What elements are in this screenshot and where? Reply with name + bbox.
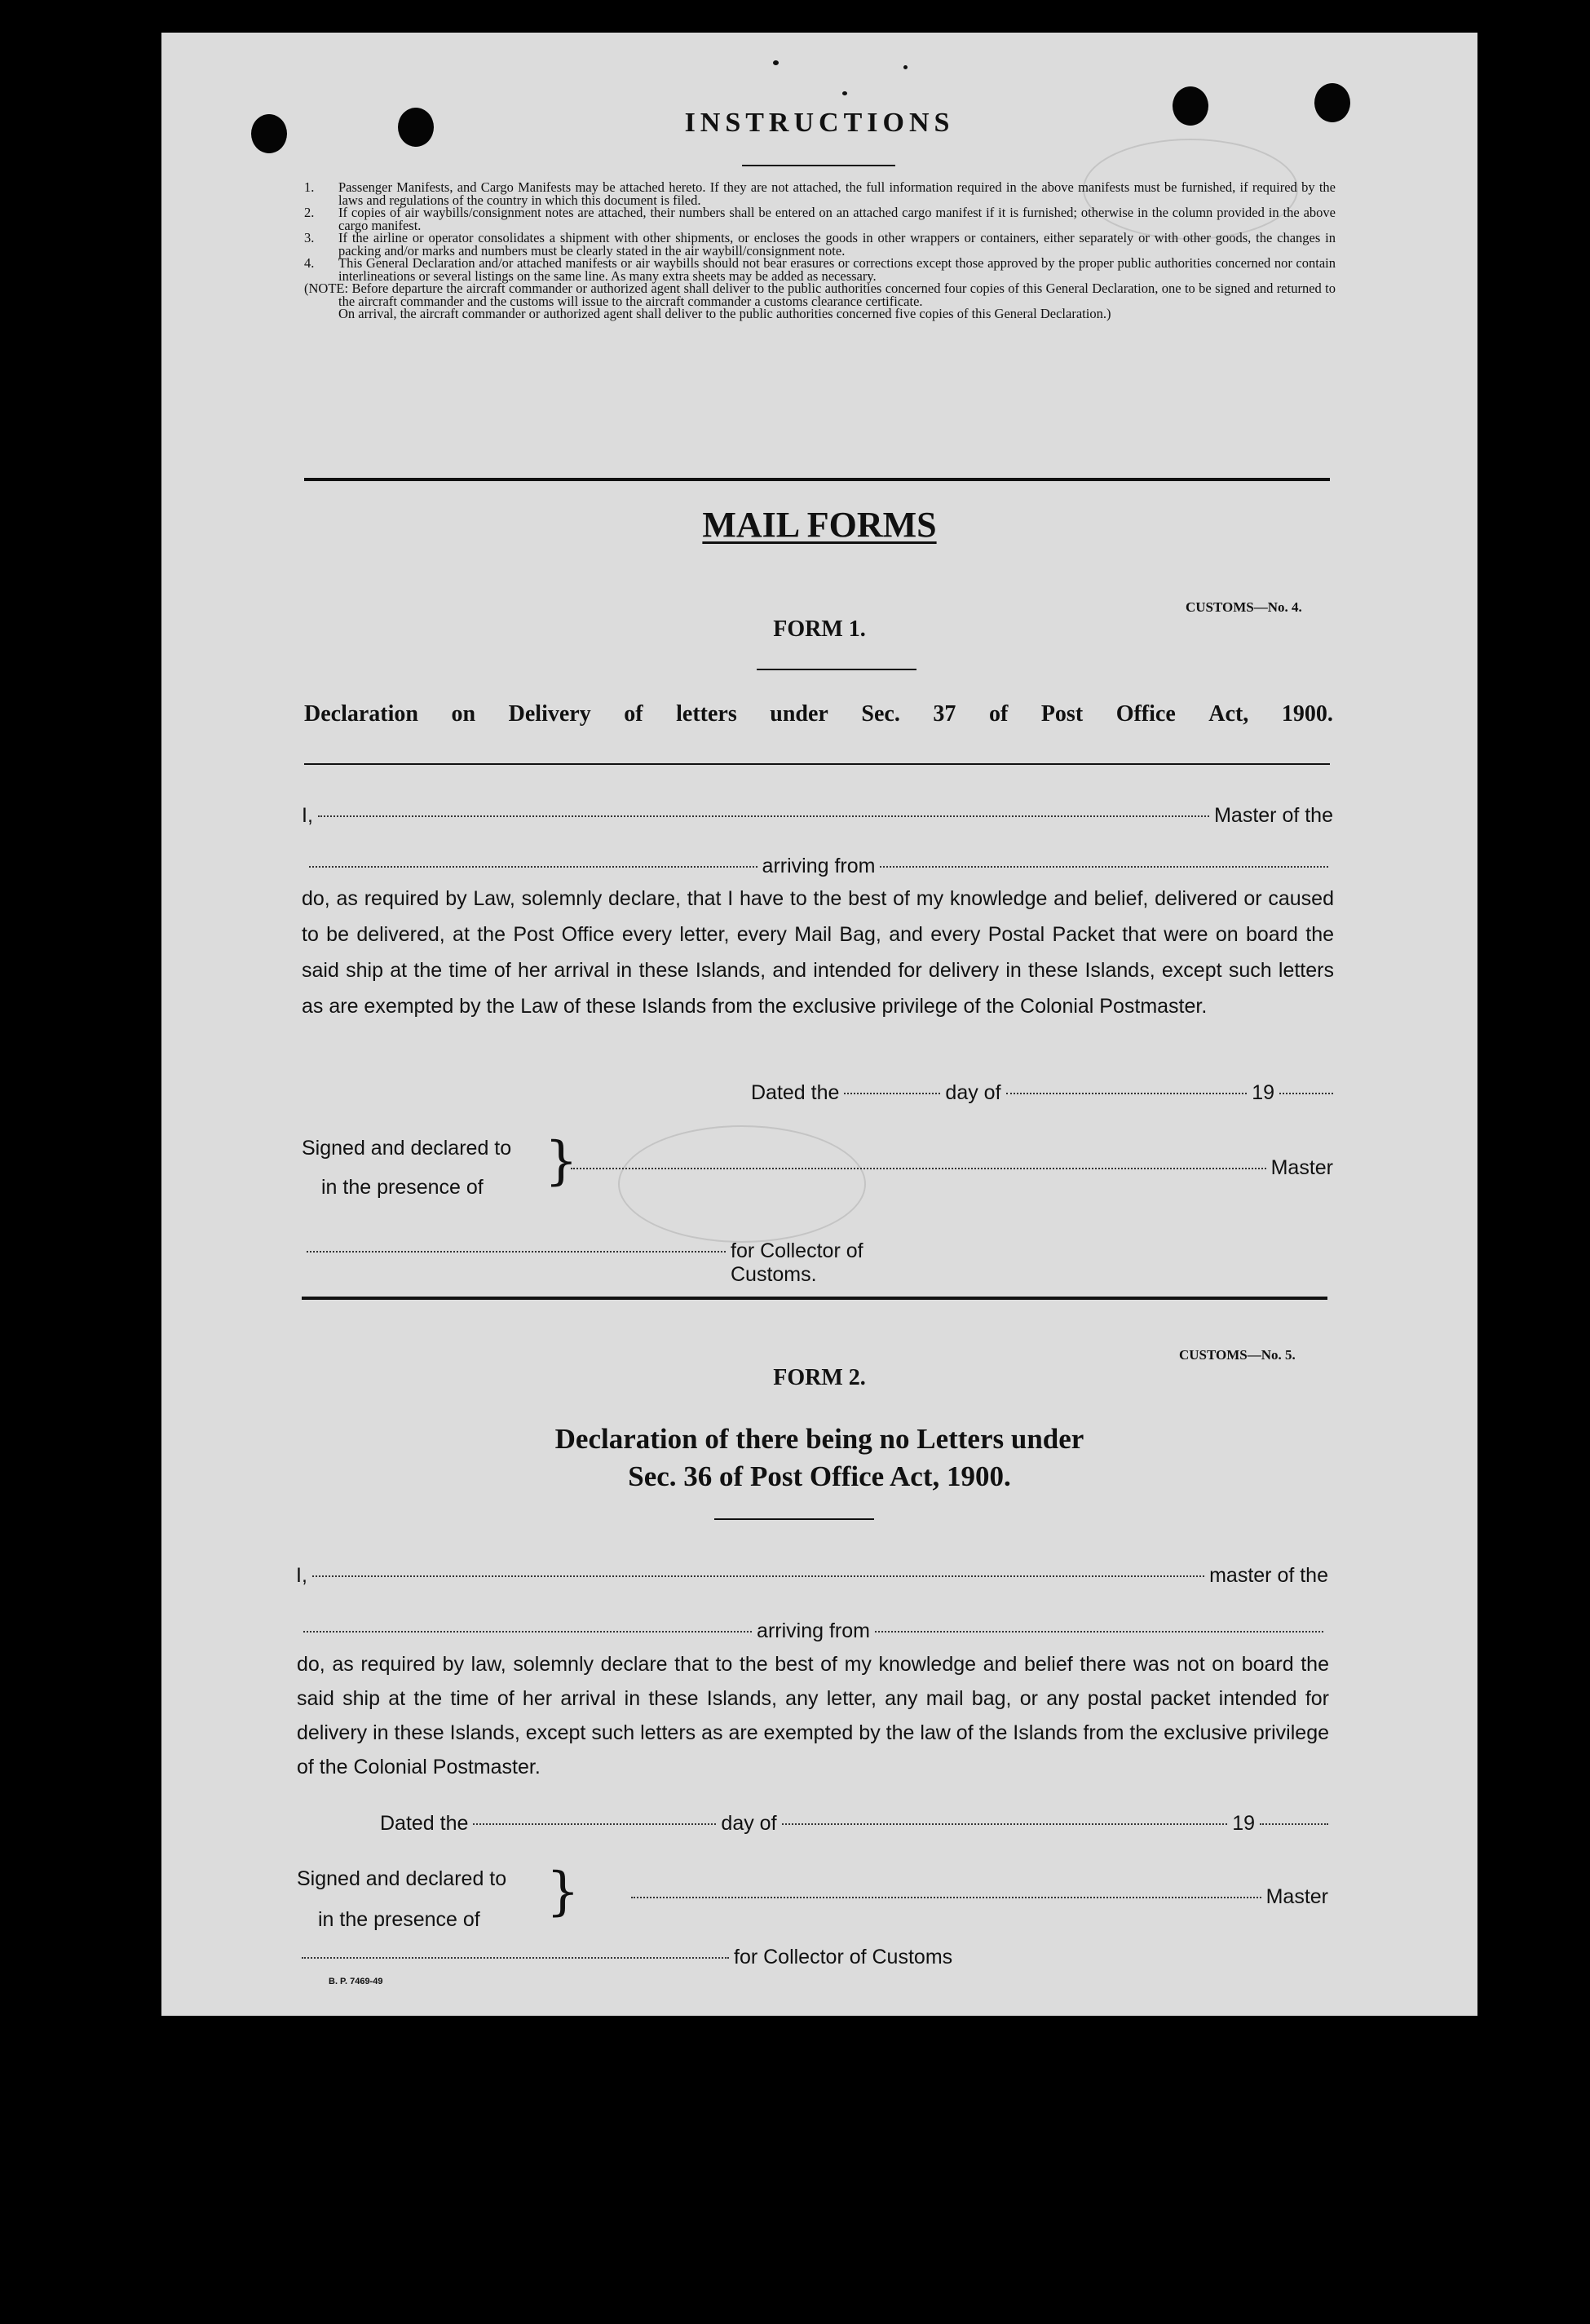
form1-ship-line [304, 855, 1333, 878]
form1-collector-label: for Collector of Customs. [731, 1239, 863, 1286]
form1-declaration-title [304, 701, 1333, 727]
form1-day-field[interactable] [844, 1092, 940, 1094]
form2-master-name-field[interactable] [312, 1575, 1204, 1577]
form2-presence-label: in the presence of [318, 1908, 480, 1931]
instruction-item [304, 257, 1336, 282]
form2-i-label: I, [296, 1564, 307, 1587]
form1-declaration-word: Declaration [304, 701, 418, 727]
instruction-item [304, 206, 1336, 232]
instruction-number: 3. [304, 230, 315, 245]
form1-declaration-word: Sec. [861, 701, 900, 727]
speck [842, 91, 847, 95]
form1-declaration-word: on [451, 701, 476, 727]
form2-declaration-line-1: Declaration of there being no Letters under [554, 1423, 1084, 1455]
print-code: B. P. 7469-49 [329, 1977, 383, 1986]
form1-dated-line [751, 1081, 1333, 1105]
speck [773, 60, 779, 65]
instructions-title: INSTRUCTIONS [684, 108, 955, 138]
form2-title-rule [714, 1518, 874, 1520]
form2-heading: FORM 2. [773, 1365, 866, 1390]
mail-forms-title-text: MAIL FORMS [702, 505, 937, 545]
form2-collector-line [297, 1946, 965, 1969]
instruction-text: If the airline or operator consolidates a shipment with other shipments, or encloses the goods in other wrappers or containers, either separately or with other goods, the changes in packing and/or marks and numbers must be clearly stated in the air waybill/consignment note. [338, 230, 1336, 258]
form1-master-signature-field[interactable] [571, 1167, 1266, 1169]
form1-brace: } [545, 1131, 578, 1191]
instruction-item [304, 181, 1336, 206]
form2-declaration-line-2: Sec. 36 of Post Office Act, 1900. [628, 1460, 1011, 1492]
form1-declaration-word: 37 [933, 701, 956, 727]
form1-declaration-word: of [624, 701, 643, 727]
instructions-note-arrival: On arrival, the aircraft commander or authorized agent shall deliver to the public authorities concerned five copies of this General Declaration.) [338, 306, 1111, 321]
form2-arriving-from-label: arriving from [757, 1619, 870, 1642]
form1-ship-name-field[interactable] [309, 865, 757, 868]
instructions-title-rule [742, 165, 895, 166]
form1-month-field[interactable] [1006, 1092, 1248, 1094]
form1-declaration-word: of [988, 701, 1009, 727]
form1-master-of-label: Master of the [1214, 804, 1333, 827]
form1-declaration-word: Delivery [508, 701, 591, 727]
instructions-list [304, 181, 1336, 320]
instruction-text: If copies of air waybills/consignment notes are attached, their numbers shall be entered on an attached cargo manifest if it is furnished; otherwise in the column provided in the above cargo manifest. [338, 205, 1336, 233]
form1-i-label: I, [302, 804, 313, 827]
form1-master-label: Master [1270, 1156, 1333, 1179]
form2-master-of-label: master of the [1209, 1564, 1328, 1587]
form1-arriving-from-label: arriving from [762, 855, 876, 877]
form2-master-line [296, 1564, 1328, 1588]
form2-year-label: 19 [1232, 1812, 1255, 1835]
form2-dated-line [380, 1812, 1328, 1836]
form1-origin-field[interactable] [880, 865, 1328, 868]
instruction-number: 2. [304, 205, 315, 220]
document-page [161, 33, 1477, 2016]
form1-year-field[interactable] [1279, 1092, 1333, 1094]
form1-declaration-word: Post [1040, 701, 1084, 727]
form1-declaration-word: letters [676, 701, 737, 727]
form2-year-field[interactable] [1260, 1823, 1328, 1825]
instruction-item [304, 232, 1336, 257]
form1-collector-line [302, 1239, 954, 1287]
form2-origin-field[interactable] [875, 1630, 1323, 1633]
instructions-note: (NOTE: Before departure the aircraft commander or authorized agent shall deliver to the public authorities concerned four copies of this General Declaration, one to be signed and returned to the aircraft commander and the customs will issue to the aircraft commander a customs clearance certificate. [304, 281, 1336, 309]
instruction-number: 1. [304, 179, 315, 195]
faint-stamp [618, 1125, 866, 1243]
instruction-number: 4. [304, 255, 315, 271]
form2-master-signature-line [626, 1885, 1328, 1909]
speck [903, 65, 908, 69]
form2-day-field[interactable] [473, 1823, 716, 1825]
form1-declaration-word: Office [1115, 701, 1176, 727]
form1-customs-number: CUSTOMS—No. 4. [1186, 599, 1302, 615]
form2-declaration-title [161, 1420, 1477, 1496]
form1-declaration-word: 1900. [1281, 701, 1333, 727]
section-divider [304, 478, 1330, 481]
mail-forms-title [161, 504, 1477, 546]
form2-dated-label: Dated the [380, 1812, 469, 1835]
form1-heading: FORM 1. [773, 616, 866, 642]
form2-signed-label: Signed and declared to [297, 1867, 507, 1890]
form2-ship-name-field[interactable] [303, 1630, 752, 1633]
instruction-text: Passenger Manifests, and Cargo Manifests may be attached hereto. If they are not attached, the full information required in the above manifests must be furnished, if required by the laws and regulations of the country in which this document is filed. [338, 179, 1336, 208]
form2-day-of-label: day of [721, 1812, 777, 1835]
form1-title-rule [304, 763, 1330, 765]
form2-collector-label: for Collector of Customs [734, 1946, 953, 1968]
form1-year-label: 19 [1252, 1081, 1274, 1104]
form1-collector-signature-field[interactable] [307, 1250, 726, 1253]
form1-declaration-word: Act, [1208, 701, 1249, 727]
form1-master-line [302, 804, 1333, 828]
form1-declaration-word: under [770, 701, 828, 727]
instruction-text: This General Declaration and/or attached manifests or air waybills should not bear erasures or corrections except those approved by the proper public authorities concerned nor contain interlineations or several listings on the same line. As many extra sheets may be added as necessary. [338, 255, 1336, 284]
form1-declaration-paragraph: do, as required by Law, solemnly declare, that I have to the best of my knowledge and belief, delivered or caused to be delivered, at the Post Office every letter, every Mail Bag, and every Postal Packet that were on board the said ship at the time of her arrival in these Islands, and intended for delivery in these Islands, except such letters as are exempted by the Law of these Islands from the exclusive privilege of the Colonial Postmaster. [302, 887, 1334, 1018]
form2-collector-signature-field[interactable] [302, 1956, 729, 1959]
form2-master-signature-field[interactable] [631, 1896, 1261, 1898]
form2-master-label: Master [1265, 1885, 1328, 1908]
form1-heading-rule [757, 669, 916, 670]
form-divider [302, 1297, 1327, 1300]
form1-presence-label: in the presence of [321, 1176, 484, 1199]
form1-signed-label: Signed and declared to [302, 1137, 512, 1160]
form2-month-field[interactable] [782, 1823, 1228, 1825]
form1-dated-label: Dated the [751, 1081, 840, 1104]
form2-customs-number: CUSTOMS—No. 5. [1179, 1347, 1296, 1363]
form1-master-name-field[interactable] [318, 815, 1209, 817]
form1-master-signature-line [566, 1156, 1333, 1180]
form2-declaration-paragraph: do, as required by law, solemnly declare that to the best of my knowledge and belief there was not on board the said ship at the time of her arrival in these Islands, any letter, any mail bag, or any postal packet intended for delivery in these Islands, except such letters as are exempted by the law of the Islands from the exclusive privilege of the Colonial Postmaster. [297, 1653, 1329, 1778]
form2-brace: } [546, 1862, 580, 1922]
form2-ship-line [298, 1619, 1328, 1643]
form1-day-of-label: day of [945, 1081, 1001, 1104]
